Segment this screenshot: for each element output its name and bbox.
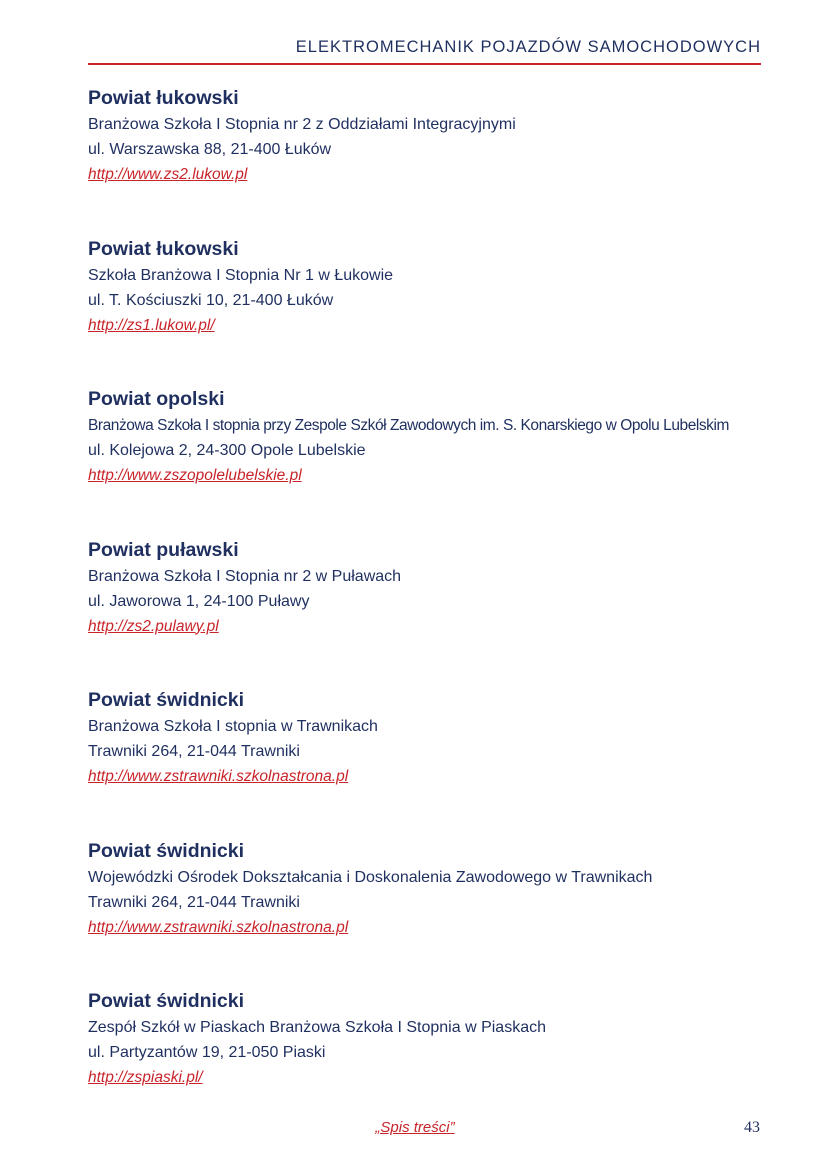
county-heading: Powiat łukowski [88, 87, 239, 109]
school-entry [88, 989, 778, 1140]
county-heading: Powiat opolski [88, 388, 225, 410]
school-address: ul. T. Kościuszki 10, 21-400 Łuków [88, 291, 334, 309]
school-website-link[interactable]: http://www.zstrawniki.szkolnastrona.pl [88, 768, 349, 785]
school-website-link[interactable]: http://www.zstrawniki.szkolnastrona.pl [88, 918, 349, 936]
page-number: 43 [744, 1119, 760, 1136]
school-name: Szkoła Branżowa I Stopnia Nr 1 w Łukowie [88, 266, 394, 284]
running-header: ELEKTROMECHANIK POJAZDÓW SAMOCHODOWYCH [295, 38, 761, 56]
school-name: Branżowa Szkoła I stopnia przy Zespole Szkół Zawodowych im. S. Konarskiego w Opolu Lubelskim [88, 417, 729, 434]
school-entry [88, 688, 778, 839]
school-name: Branżowa Szkoła I Stopnia nr 2 w Puławach [88, 567, 402, 585]
school-list [88, 86, 778, 1140]
school-entry [88, 86, 778, 237]
school-name: Wojewódzki Ośrodek Dokształcania i Doskonalenia Zawodowego w Trawnikach [88, 868, 653, 886]
school-website-link[interactable]: http://www.zs2.lukow.pl [88, 166, 248, 183]
school-website-link[interactable]: http://zs1.lukow.pl/ [88, 316, 215, 334]
school-website-link[interactable]: http://www.zszopolelubelskie.pl [88, 467, 302, 484]
county-heading: Powiat puławski [88, 538, 239, 561]
county-heading: Powiat łukowski [88, 237, 239, 260]
school-name: Zespół Szkół w Piaskach Branżowa Szkoła I Stopnia w Piaskach [88, 1019, 546, 1036]
county-heading: Powiat świdnicki [88, 839, 245, 862]
school-address: ul. Warszawska 88, 21-400 Łuków [88, 141, 332, 158]
school-website-link[interactable]: http://zspiaski.pl/ [88, 1069, 203, 1086]
school-address: Trawniki 264, 21-044 Trawniki [88, 743, 300, 760]
school-website-link[interactable]: http://zs2.pulawy.pl [88, 617, 219, 635]
table-of-contents-link[interactable]: „Spis treści” [375, 1119, 455, 1136]
school-name: Branżowa Szkoła I stopnia w Trawnikach [88, 718, 378, 735]
school-name: Branżowa Szkoła I Stopnia nr 2 z Oddziałami Integracyjnymi [88, 116, 516, 133]
school-entry [88, 839, 778, 990]
school-entry [88, 387, 778, 538]
school-entry [88, 538, 778, 689]
county-heading: Powiat świdnicki [88, 990, 245, 1012]
header-divider [88, 63, 761, 65]
school-address: ul. Partyzantów 19, 21-050 Piaski [88, 1044, 326, 1061]
county-heading: Powiat świdnicki [88, 689, 245, 711]
school-address: ul. Kolejowa 2, 24-300 Opole Lubelskie [88, 442, 366, 459]
school-entry [88, 237, 778, 388]
school-address: Trawniki 264, 21-044 Trawniki [88, 893, 300, 911]
school-address: ul. Jaworowa 1, 24-100 Puławy [88, 592, 310, 610]
